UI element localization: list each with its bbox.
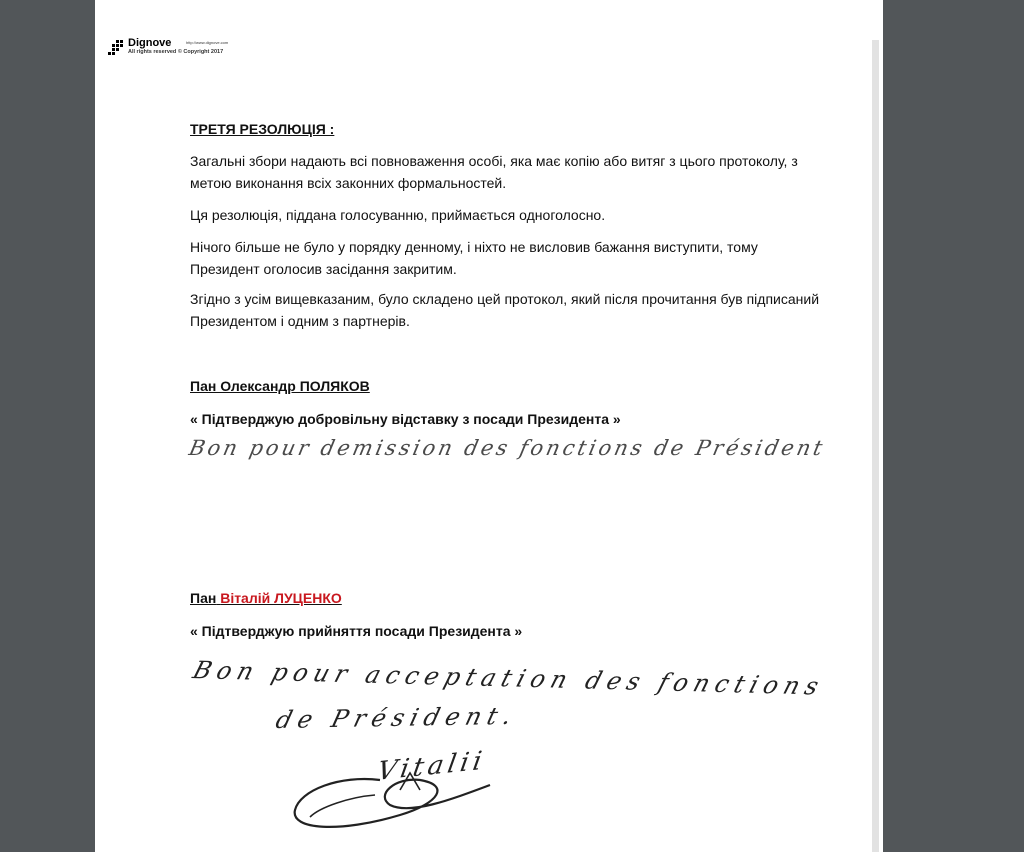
signatory-2-fullname: Віталій ЛУЦЕНКО [220,590,342,606]
logo-mark-icon [108,38,126,58]
signature-text: Vitalii [375,745,488,787]
handwritten-note-2-line-2: de Président. [272,701,521,734]
signatory-2-title: Пан [190,590,217,606]
signatory-2-name [190,590,342,606]
logo-url: http://www.dignove.com [186,40,229,45]
paragraph-1: Загальні збори надають всі повноваження особі, яка має копію або витяг з цього протоколу, з метою виконання всіх законних формальностей. [190,153,798,191]
signatory-1-name: Пан Олександр ПОЛЯКОВ [190,378,370,394]
handwritten-note-1: Bon pour demission des fonctions de Président [186,436,828,460]
signatory-2-statement: « Підтверджую прийняття посади Президента » [190,623,523,639]
paragraph-4: Згідно з усім вищевказаним, було складено цей протокол, який після прочитання був підписаний Президентом і одним з партнерів. [190,291,820,329]
page-edge-shadow [872,40,879,852]
logo-name: Dignove [128,37,172,49]
dignove-logo [108,38,278,62]
handwritten-note-2-line-1: Bon pour acceptation des fonctions [189,656,828,701]
paragraph-2: Ця резолюція, піддана голосуванню, приймається одноголосно. [190,207,606,223]
signatory-1-statement: « Підтверджую добровільну відставку з посади Президента » [190,411,621,427]
paragraph-3: Нічого більше не було у порядку денному, і ніхто не висловив бажання виступити, тому Президент оголосив засідання закритим. [190,239,758,277]
resolution-heading: ТРЕТЯ РЕЗОЛЮЦІЯ : [190,121,335,137]
signature-flourish [280,745,780,845]
logo-copyright: All rights reserved © Copyright 2017 [128,49,224,55]
